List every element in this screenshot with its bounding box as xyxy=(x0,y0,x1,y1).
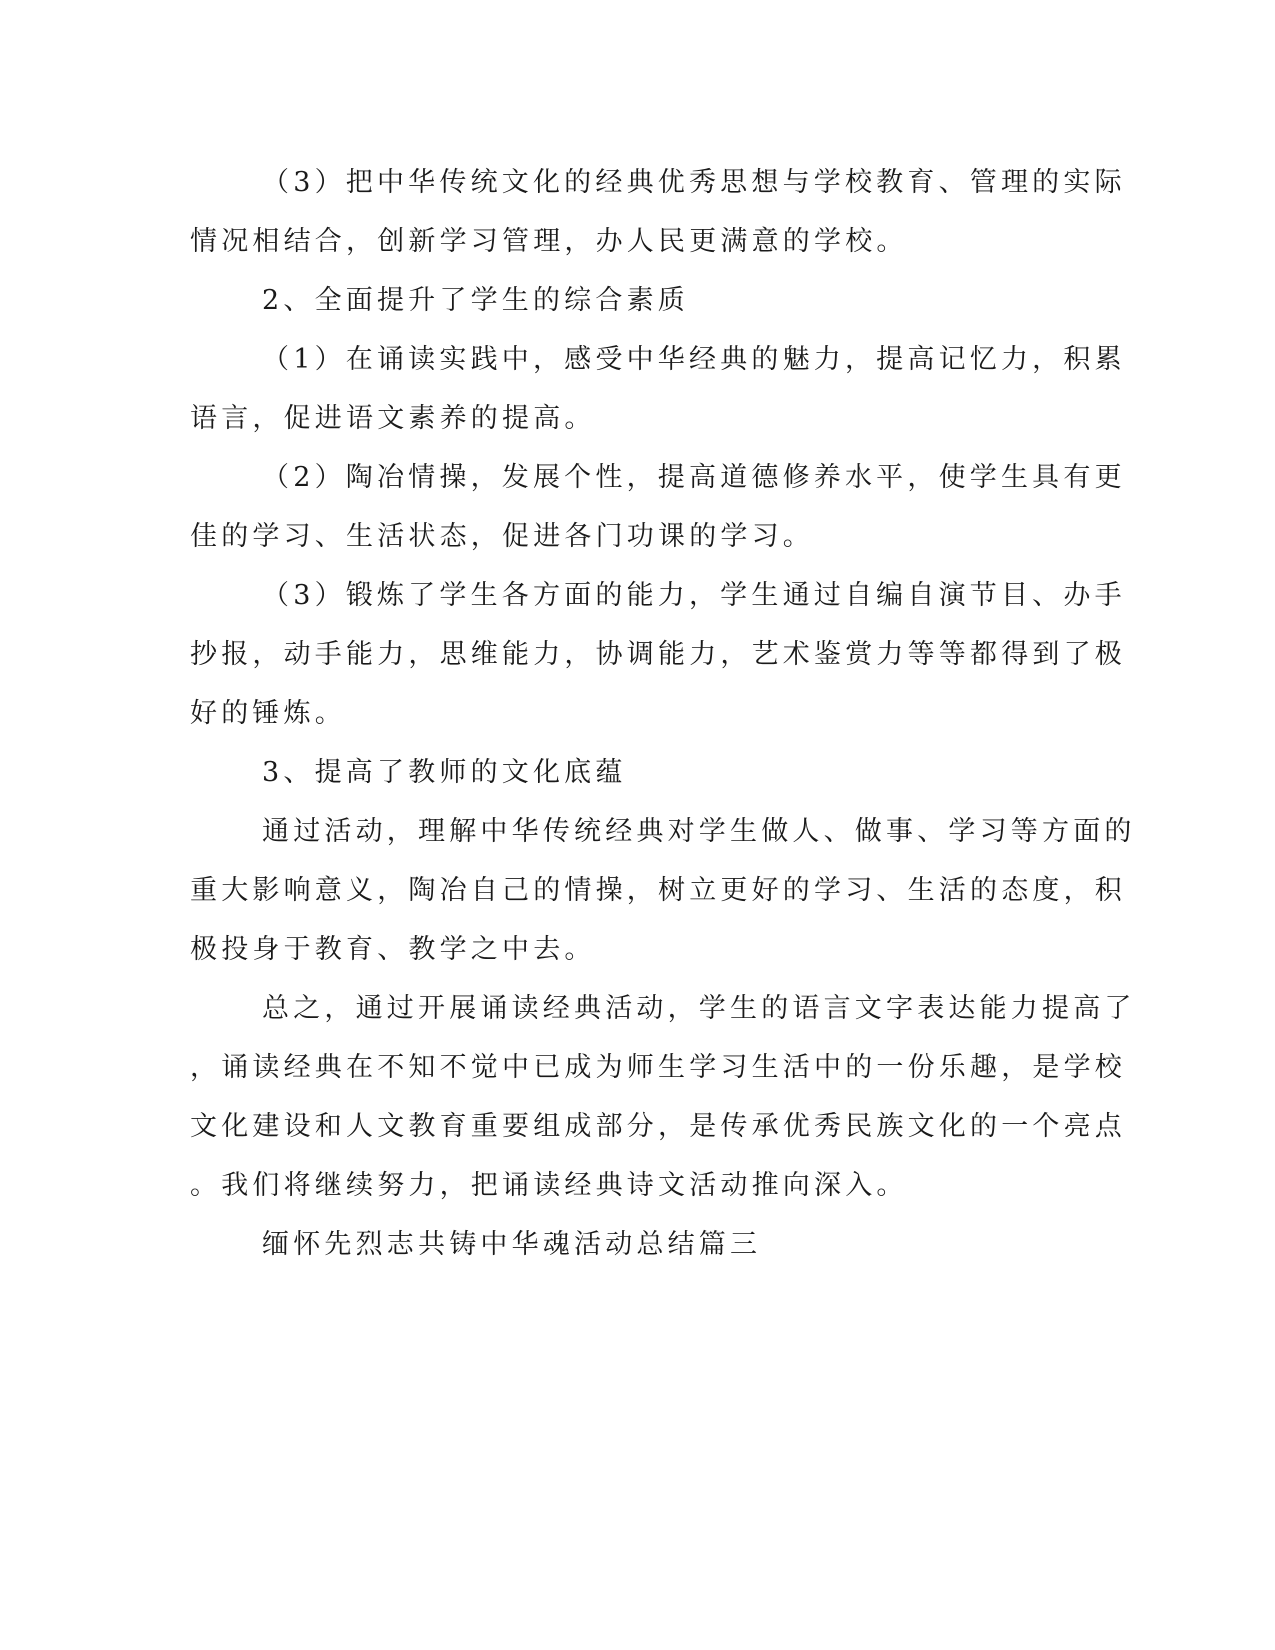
text-line: 抄报，动手能力，思维能力，协调能力，艺术鉴赏力等等都得到了极 xyxy=(190,639,1126,670)
text-line: 语言，促进语文素养的提高。 xyxy=(190,403,596,434)
text-line: 极投身于教育、教学之中去。 xyxy=(190,934,596,965)
text-line: 总之，通过开展诵读经典活动，学生的语言文字表达能力提高了 xyxy=(262,993,1136,1024)
text-line: （3）把中华传统文化的经典优秀思想与学校教育、管理的实际 xyxy=(262,167,1126,198)
text-line: 。我们将继续努力，把诵读经典诗文活动推向深入。 xyxy=(190,1170,908,1201)
text-line: 佳的学习、生活状态，促进各门功课的学习。 xyxy=(190,521,814,552)
section-heading: 3、提高了教师的文化底蕴 xyxy=(262,757,627,788)
text-line: （1）在诵读实践中，感受中华经典的魅力，提高记忆力，积累 xyxy=(262,344,1126,375)
text-line: 重大影响意义，陶冶自己的情操，树立更好的学习、生活的态度，积 xyxy=(190,875,1126,906)
text-line: （2）陶冶情操，发展个性，提高道德修养水平，使学生具有更 xyxy=(262,462,1126,493)
text-line: 好的锤炼。 xyxy=(190,698,346,729)
text-line: ，诵读经典在不知不觉中已成为师生学习生活中的一份乐趣，是学校 xyxy=(190,1052,1126,1083)
text-line: （3）锻炼了学生各方面的能力，学生通过自编自演节目、办手 xyxy=(262,580,1126,611)
text-line: 情况相结合，创新学习管理，办人民更满意的学校。 xyxy=(190,226,908,257)
text-line: 通过活动，理解中华传统经典对学生做人、做事、学习等方面的 xyxy=(262,816,1136,847)
text-line: 文化建设和人文教育重要组成部分，是传承优秀民族文化的一个亮点 xyxy=(190,1111,1126,1142)
section-heading: 2、全面提升了学生的综合素质 xyxy=(262,285,689,316)
section-title: 缅怀先烈志共铸中华魂活动总结篇三 xyxy=(262,1229,762,1260)
